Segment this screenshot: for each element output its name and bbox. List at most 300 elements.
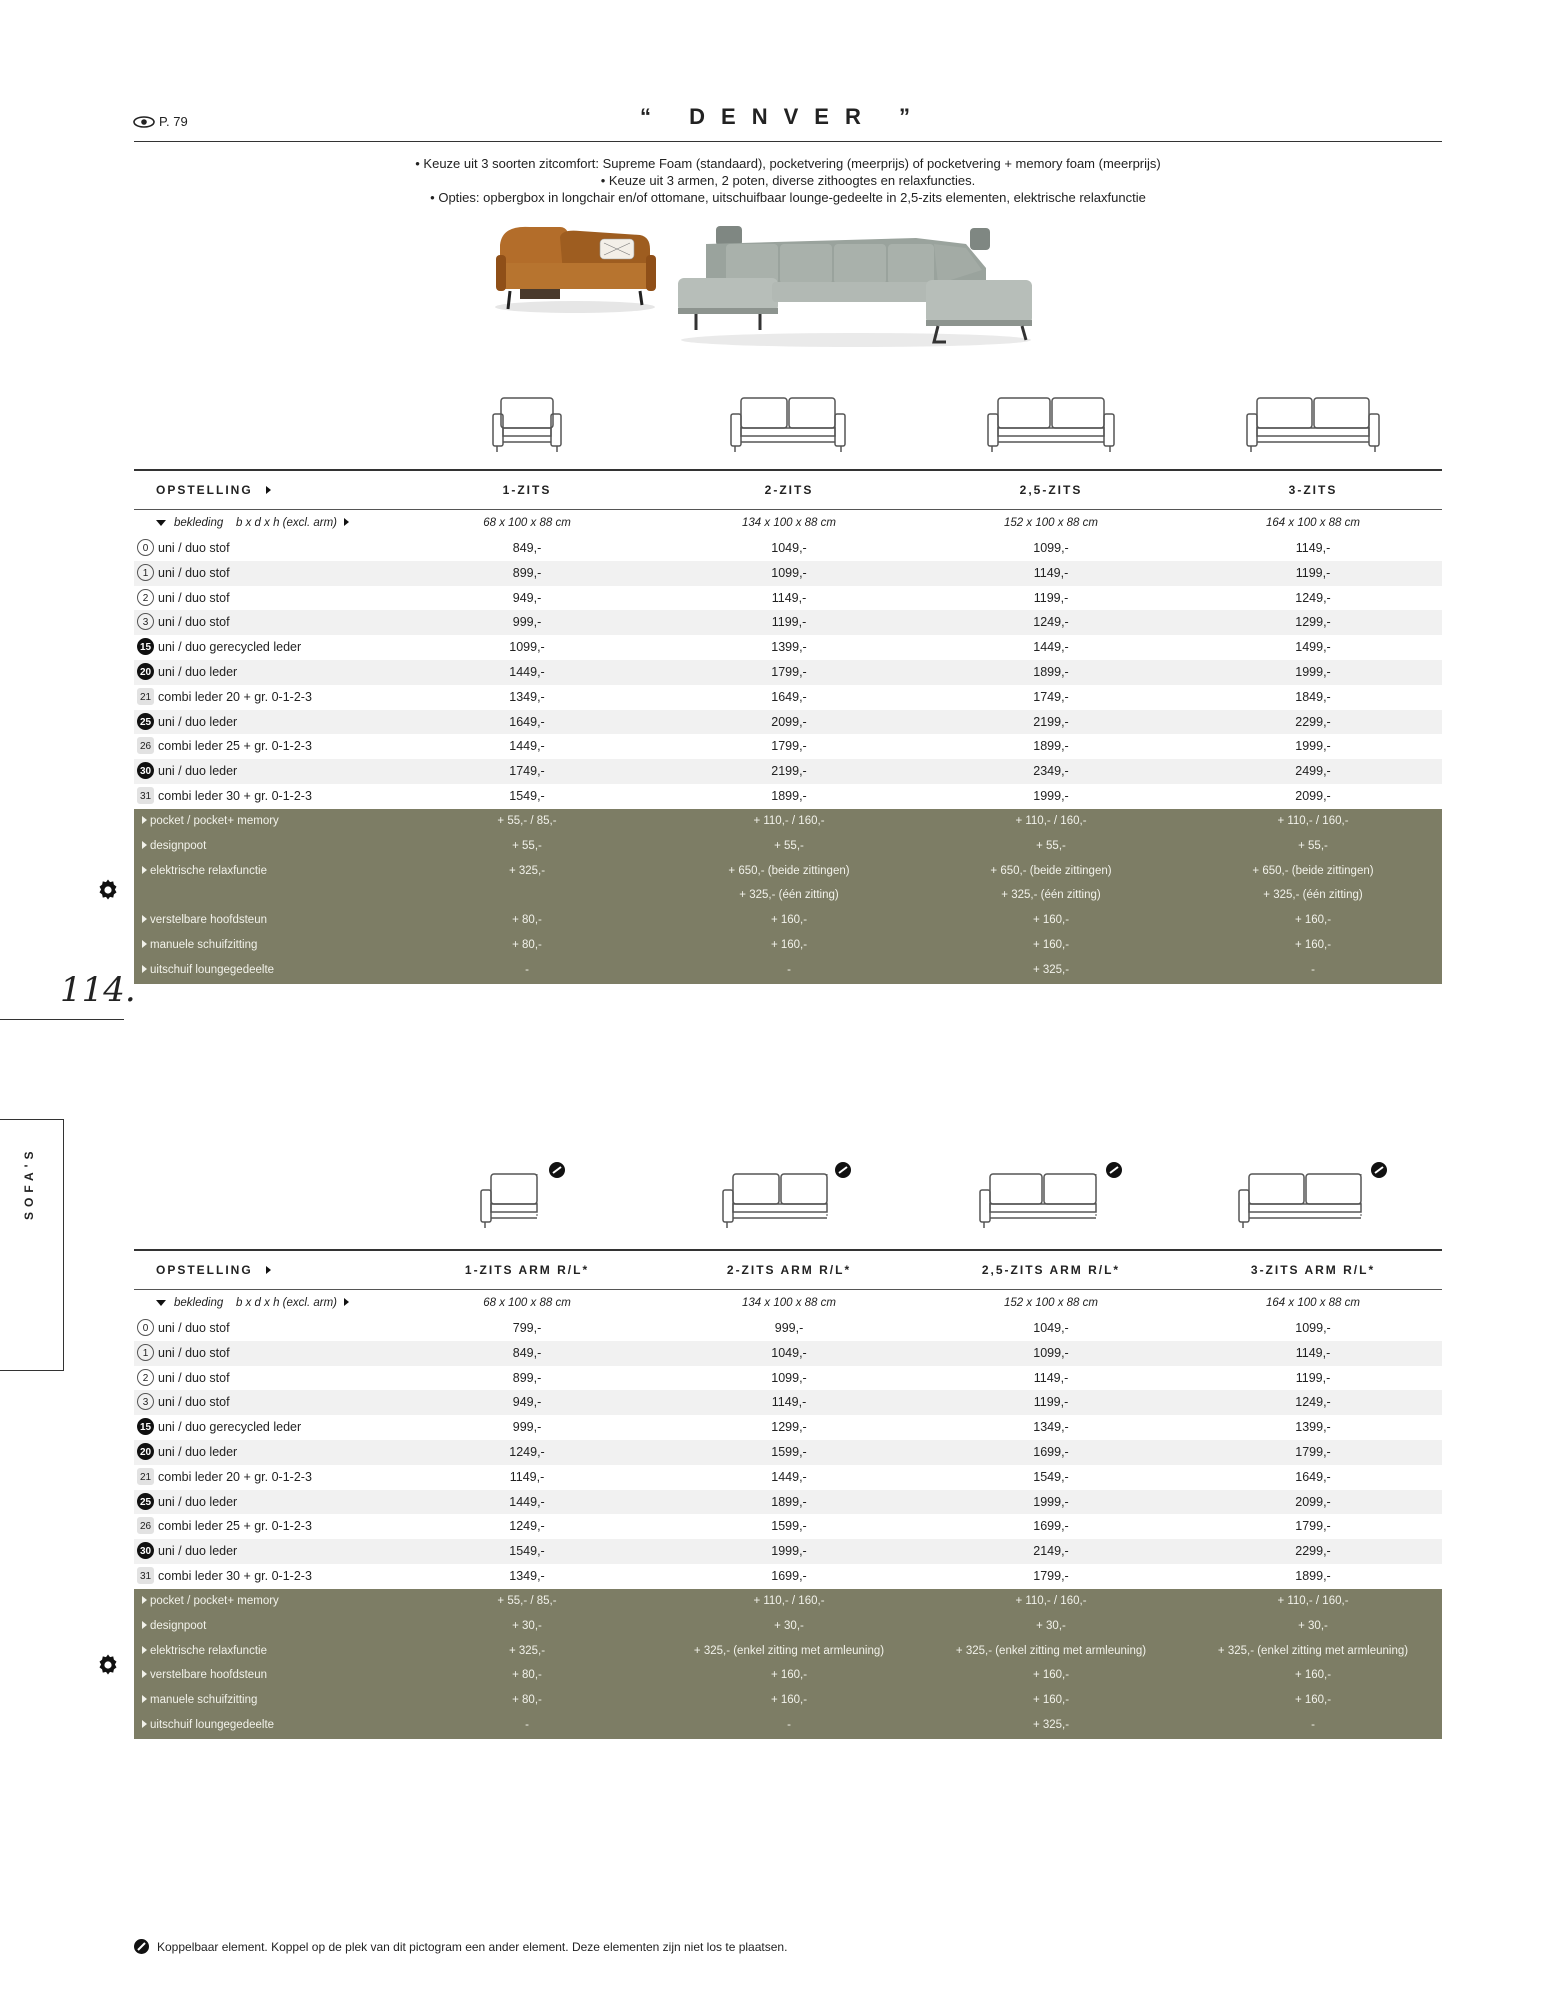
option-price-cell: + 110,- / 160,- (1015, 1595, 1087, 1607)
sofa-arm-outline-icon (1182, 1160, 1444, 1230)
table-row (134, 1564, 1442, 1589)
product-photo-relax-sofa (490, 215, 660, 315)
price-cell: 1999,- (771, 1544, 807, 1559)
table-row (134, 586, 1442, 611)
material-group-badge: 31 (137, 1567, 154, 1584)
material-label: uni / duo stof (158, 565, 230, 580)
material-label: uni / duo stof (158, 541, 230, 555)
price-cell: 2299,- (1295, 714, 1331, 729)
table-row (134, 561, 1442, 586)
dimensions-row (134, 1291, 1442, 1316)
dimension-value: 68 x 100 x 88 cm (483, 1297, 571, 1309)
caret-right-icon (142, 1695, 147, 1703)
material-label: uni / duo stof (158, 1345, 230, 1360)
option-price-cell: + 160,- (1294, 1669, 1332, 1682)
price-cell: 1699,- (1033, 1519, 1069, 1534)
price-cell: 2199,- (1033, 714, 1069, 729)
options-band (134, 1589, 1442, 1739)
material-group-badge: 21 (137, 688, 154, 705)
option-price-cell: + 325,- (enkel zitting met armleuning) (955, 1644, 1147, 1657)
price-cell: 2199,- (771, 764, 807, 779)
table-row (134, 710, 1442, 735)
option-label: manuele schuifzitting (142, 939, 257, 951)
dimension-value: 68 x 100 x 88 cm (483, 517, 571, 529)
price-cell: 1649,- (1295, 1469, 1331, 1484)
material-label: combi leder 20 + gr. 0-1-2-3 (158, 1469, 312, 1484)
price-cell: 1899,- (1033, 665, 1069, 679)
option-price-cell: - (525, 1719, 529, 1731)
option-price-cell: + 110,- / 160,- (753, 815, 825, 827)
price-cell: 1999,- (1033, 789, 1069, 803)
option-price-cell: + 80,- (512, 1694, 542, 1707)
material-group-badge: 30 (137, 1542, 154, 1559)
price-cell: 799,- (512, 1321, 542, 1335)
gear-icon (96, 878, 120, 902)
material-group-badge: 26 (137, 737, 154, 754)
footnote (134, 1939, 787, 1954)
table-row (134, 685, 1442, 710)
price-cell: 1799,- (1295, 1445, 1331, 1459)
table-row (134, 635, 1442, 660)
sofa-outline-icon (1182, 390, 1444, 454)
sofa-outline-icon (658, 390, 920, 454)
table-row (134, 536, 1442, 561)
price-cell: 1399,- (1295, 1420, 1331, 1435)
column-header: 3-ZITS (1288, 483, 1338, 497)
dimension-value: 134 x 100 x 88 cm (742, 1297, 836, 1309)
option-price-cell: + 160,- (770, 939, 808, 951)
option-price-cell: + 55,- / 85,- (497, 815, 557, 827)
option-price-cell: + 160,- (1032, 1694, 1070, 1707)
product-photo-corner-sofa (676, 218, 1038, 348)
bullet-item: • Opties: opbergbox in longchair en/of ottomane, uitschuifbaar lounge-gedeelte in 2,5-zits elementen, elektrische relaxfunctie (430, 190, 1146, 205)
price-cell: 949,- (512, 1395, 542, 1410)
option-price-cell: - (1311, 963, 1315, 976)
option-price-cell: + 325,- (enkel zitting met armleuning) (693, 1644, 885, 1657)
column-header: 2-ZITS ARM R/L* (726, 1263, 852, 1277)
price-cell: 1449,- (771, 1469, 807, 1484)
option-row (134, 809, 1442, 834)
option-row (134, 933, 1442, 958)
table-row (134, 784, 1442, 809)
price-cell: 1799,- (1295, 1519, 1331, 1534)
price-cell: 1599,- (771, 1445, 807, 1459)
option-price-cell: + 110,- / 160,- (1015, 815, 1087, 827)
option-price-cell: + 110,- / 160,- (753, 1595, 825, 1607)
material-label: uni / duo leder (158, 1544, 238, 1559)
price-cell: 1649,- (771, 689, 807, 704)
material-label: combi leder 30 + gr. 0-1-2-3 (158, 789, 312, 803)
option-price-cell: + 55,- (774, 839, 804, 852)
price-cell: 1149,- (1033, 565, 1069, 580)
option-price-cell: + 160,- (1294, 1694, 1332, 1707)
dimension-value: 164 x 100 x 88 cm (1266, 517, 1360, 529)
table-row (134, 610, 1442, 635)
table-row (134, 734, 1442, 759)
option-price-cell: + 80,- (512, 939, 542, 951)
price-cell: 1449,- (1033, 640, 1069, 655)
option-label: elektrische relaxfunctie (142, 865, 267, 877)
dimension-value: 164 x 100 x 88 cm (1266, 1297, 1360, 1309)
price-table-arm (134, 1160, 1442, 1740)
price-cell: 1099,- (771, 1370, 807, 1385)
option-price-cell: + 160,- (1294, 939, 1332, 951)
option-price-cell: + 160,- (770, 1669, 808, 1682)
bullet-item: • Keuze uit 3 soorten zitcomfort: Supreme Foam (standaard), pocketvering (meerprijs) of pocketvering + memory foam (meerprijs) (415, 156, 1161, 171)
price-cell: 999,- (774, 1321, 804, 1335)
option-label: elektrische relaxfunctie (142, 1645, 267, 1657)
material-group-badge: 2 (137, 589, 154, 606)
material-label: uni / duo stof (158, 615, 230, 630)
material-group-badge: 2 (137, 1369, 154, 1386)
material-label: uni / duo gerecycled leder (158, 640, 302, 655)
option-label: pocket / pocket+ memory (142, 815, 279, 827)
option-row (134, 859, 1442, 884)
material-label: uni / duo stof (158, 1395, 230, 1410)
price-cell: 1349,- (509, 689, 545, 704)
option-row (134, 1589, 1442, 1614)
material-label: uni / duo gerecycled leder (158, 1420, 302, 1435)
material-label: combi leder 25 + gr. 0-1-2-3 (158, 739, 312, 754)
price-cell: 1699,- (771, 1569, 807, 1583)
column-header: 2,5-ZITS ARM R/L* (981, 1263, 1121, 1277)
price-cell: 2299,- (1295, 1544, 1331, 1559)
option-label: manuele schuifzitting (142, 1694, 257, 1706)
option-price-cell: - (525, 963, 529, 976)
option-price-cell: + 55,- (1298, 839, 1328, 852)
column-header: 3-ZITS ARM R/L* (1250, 1263, 1376, 1277)
price-cell: 1799,- (771, 739, 807, 754)
option-label: pocket / pocket+ memory (142, 1595, 279, 1607)
feature-bullets (134, 155, 1442, 206)
price-cell: 1549,- (1033, 1469, 1069, 1484)
sofa-icons-row (134, 1160, 1442, 1230)
option-row (134, 908, 1442, 933)
material-group-badge: 1 (137, 1344, 154, 1361)
material-label: uni / duo leder (158, 1445, 238, 1459)
price-cell: 1249,- (509, 1519, 545, 1534)
caret-right-icon (142, 1720, 147, 1728)
price-cell: 2349,- (1033, 764, 1069, 779)
footnote-text: Koppelbaar element. Koppel op de plek van dit pictogram een ander element. Deze elementen zijn niet los te plaatsen. (157, 1939, 788, 1954)
price-cell: 1199,- (1033, 590, 1069, 605)
option-price-cell: + 110,- / 160,- (1277, 815, 1349, 827)
sofa-arm-outline-icon (658, 1160, 920, 1230)
caret-right-icon (142, 1670, 147, 1678)
table-row (134, 759, 1442, 784)
price-cell: 849,- (512, 1345, 542, 1360)
material-group-badge: 0 (137, 1319, 154, 1336)
table-row (134, 1390, 1442, 1415)
option-price-cell: + 55,- (1036, 839, 1066, 852)
option-price-cell: + 650,- (beide zittingen) (728, 864, 850, 877)
option-label: designpoot (142, 840, 206, 852)
header-rule (134, 1289, 1442, 1290)
material-label: uni / duo stof (158, 1321, 230, 1335)
table-row (134, 1539, 1442, 1564)
material-label: uni / duo stof (158, 590, 230, 605)
table-header (134, 1252, 1442, 1288)
price-cell: 949,- (512, 590, 542, 605)
material-group-badge: 15 (137, 1418, 154, 1435)
option-price-cell: + 30,- (1298, 1619, 1328, 1632)
price-cell: 1299,- (771, 1420, 807, 1435)
dim-sublabel: b x d x h (excl. arm) (236, 1297, 337, 1309)
caret-right-icon (142, 1596, 147, 1604)
price-cell: 1149,- (1033, 1370, 1069, 1385)
price-cell: 1699,- (1033, 1445, 1069, 1459)
price-cell: 899,- (512, 1370, 542, 1385)
option-price-cell: + 325,- (enkel zitting met armleuning) (1217, 1644, 1409, 1657)
option-price-cell: + 30,- (774, 1619, 804, 1632)
dimension-value: 134 x 100 x 88 cm (742, 517, 836, 529)
dim-label: bekleding (174, 1297, 224, 1309)
price-cell: 2099,- (1295, 1494, 1331, 1509)
price-cell: 1449,- (509, 665, 545, 679)
price-cell: 1199,- (771, 615, 807, 630)
price-cell: 1149,- (1295, 1345, 1331, 1360)
sofa-arm-outline-icon (396, 1160, 658, 1230)
page-reference-label: P. 79 (159, 114, 188, 129)
price-cell: 2149,- (1033, 1544, 1069, 1559)
bullet-item: • Keuze uit 3 armen, 2 poten, diverse zithoogtes en relaxfuncties. (600, 173, 976, 188)
price-cell: 1049,- (1033, 1321, 1069, 1335)
gear-icon (96, 1653, 120, 1677)
price-cell: 1249,- (1295, 1395, 1331, 1410)
option-price-cell: - (787, 1719, 791, 1731)
table-row (134, 1415, 1442, 1440)
price-cell: 1249,- (1033, 615, 1069, 630)
column-header: 2,5-ZITS (1019, 483, 1083, 497)
table-row (134, 660, 1442, 685)
material-group-badge: 15 (137, 638, 154, 655)
option-price-cell: + 80,- (512, 914, 542, 927)
material-group-badge: 26 (137, 1517, 154, 1534)
option-price-cell: + 650,- (beide zittingen) (990, 864, 1112, 877)
price-cell: 1799,- (771, 665, 807, 679)
price-cell: 1149,- (509, 1469, 545, 1484)
price-cell: 1749,- (509, 764, 545, 779)
price-cell: 1799,- (1033, 1569, 1069, 1583)
caret-right-icon (142, 965, 147, 973)
option-row (134, 1639, 1442, 1664)
option-price-cell: + 325,- (1032, 963, 1070, 976)
price-cell: 999,- (512, 1420, 542, 1435)
price-cell: 1599,- (771, 1519, 807, 1534)
sofa-icons-row (134, 390, 1442, 460)
price-cell: 1449,- (509, 739, 545, 754)
price-cell: 1499,- (1295, 640, 1331, 655)
caret-right-icon (142, 1646, 147, 1654)
price-cell: 899,- (512, 565, 542, 580)
option-row (134, 1713, 1442, 1738)
column-header: 1-ZITS ARM R/L* (464, 1263, 590, 1277)
material-group-badge: 1 (137, 564, 154, 581)
option-price-cell: + 650,- (beide zittingen) (1252, 864, 1374, 877)
caret-down-icon (156, 520, 166, 526)
price-cell: 1049,- (771, 1345, 807, 1360)
sofa-outline-icon (396, 390, 658, 454)
table-top-rule (134, 469, 1442, 471)
option-label: uitschuif loungegedeelte (142, 1719, 274, 1731)
option-price-cell: + 160,- (1032, 1669, 1070, 1682)
option-price-cell: + 55,- / 85,- (497, 1595, 557, 1607)
price-cell: 1099,- (771, 565, 807, 580)
option-price-cell: + 325,- (1032, 1719, 1070, 1731)
header-opstelling: OPSTELLING (156, 1263, 274, 1277)
material-group-badge: 30 (137, 762, 154, 779)
price-cell: 1049,- (771, 541, 807, 555)
price-cell: 1099,- (1295, 1321, 1331, 1335)
option-row (134, 1663, 1442, 1688)
table-top-rule (134, 1249, 1442, 1251)
option-price-cell: + 325,- (één zitting) (1001, 889, 1101, 902)
option-price-cell: + 110,- / 160,- (1277, 1595, 1349, 1607)
option-price-cell: + 160,- (770, 1694, 808, 1707)
material-group-badge: 25 (137, 713, 154, 730)
material-label: combi leder 20 + gr. 0-1-2-3 (158, 689, 312, 704)
header-opstelling: OPSTELLING (156, 483, 274, 497)
option-price-cell: + 325,- (één zitting) (739, 889, 839, 902)
price-cell: 1099,- (1033, 1345, 1069, 1360)
price-cell: 1149,- (771, 590, 807, 605)
option-label: uitschuif loungegedeelte (142, 964, 274, 976)
price-cell: 1149,- (771, 1395, 807, 1410)
price-cell: 1199,- (1295, 1370, 1331, 1385)
price-cell: 1149,- (1295, 541, 1331, 555)
material-label: combi leder 25 + gr. 0-1-2-3 (158, 1519, 312, 1534)
price-cell: 1199,- (1295, 565, 1331, 580)
price-cell: 1199,- (1033, 1395, 1069, 1410)
option-price-cell: - (1311, 1719, 1315, 1731)
price-cell: 1999,- (1295, 665, 1331, 679)
price-cell: 1899,- (771, 789, 807, 803)
page-number: 114. (60, 970, 136, 1010)
dimension-value: 152 x 100 x 88 cm (1004, 517, 1098, 529)
material-group-badge: 21 (137, 1468, 154, 1485)
options-band (134, 809, 1442, 984)
material-label: uni / duo leder (158, 714, 238, 729)
price-cell: 1249,- (1295, 590, 1331, 605)
caret-right-icon (142, 1621, 147, 1629)
caret-right-icon (142, 915, 147, 923)
table-row (134, 1440, 1442, 1465)
price-cell: 1099,- (1033, 541, 1069, 555)
price-cell: 1899,- (1295, 1569, 1331, 1583)
column-header: 1-ZITS (502, 483, 552, 497)
option-row (134, 1688, 1442, 1713)
option-price-cell: + 160,- (1032, 939, 1070, 951)
price-cell: 1849,- (1295, 689, 1331, 704)
price-table-standard (134, 380, 1442, 980)
material-label: uni / duo stof (158, 1370, 230, 1385)
table-row (134, 1341, 1442, 1366)
material-group-badge: 3 (137, 1393, 154, 1410)
header-rule (134, 509, 1442, 510)
option-price-cell: + 160,- (1294, 914, 1332, 927)
material-group-badge: 20 (137, 663, 154, 680)
price-cell: 1649,- (509, 714, 545, 729)
price-cell: 1349,- (1033, 1420, 1069, 1435)
option-label: designpoot (142, 1620, 206, 1632)
price-cell: 1249,- (509, 1445, 545, 1459)
option-row (134, 1614, 1442, 1639)
option-price-cell: + 160,- (1032, 914, 1070, 927)
price-cell: 2099,- (771, 714, 807, 729)
material-group-badge: 3 (137, 613, 154, 630)
caret-right-icon (142, 866, 147, 874)
price-cell: 1749,- (1033, 689, 1069, 704)
caret-right-icon (142, 816, 147, 824)
table-row (134, 1316, 1442, 1341)
option-price-cell: + 325,- (508, 864, 546, 877)
section-tab-label: SOFA'S (22, 1146, 36, 1220)
price-cell: 2499,- (1295, 764, 1331, 779)
material-label: uni / duo leder (158, 764, 238, 779)
price-cell: 999,- (512, 615, 542, 630)
table-row (134, 1490, 1442, 1515)
price-cell: 1449,- (509, 1494, 545, 1509)
option-label: verstelbare hoofdsteun (142, 1669, 267, 1681)
table-row (134, 1514, 1442, 1539)
price-cell: 1299,- (1295, 615, 1331, 630)
option-price-cell: + 325,- (één zitting) (1263, 889, 1363, 902)
option-row (134, 834, 1442, 859)
column-header: 2-ZITS (764, 483, 814, 497)
price-cell: 1099,- (509, 640, 545, 655)
table-row (134, 1366, 1442, 1391)
material-group-badge: 0 (137, 539, 154, 556)
price-cell: 1999,- (1033, 1494, 1069, 1509)
caret-right-icon (142, 940, 147, 948)
option-price-cell: - (787, 963, 791, 976)
material-label: combi leder 30 + gr. 0-1-2-3 (158, 1569, 312, 1583)
price-cell: 2099,- (1295, 789, 1331, 803)
option-price-cell: + 80,- (512, 1669, 542, 1682)
option-row (134, 958, 1442, 983)
sofa-arm-outline-icon (920, 1160, 1182, 1230)
price-cell: 1899,- (1033, 739, 1069, 754)
material-group-badge: 20 (137, 1443, 154, 1460)
option-label: verstelbare hoofdsteun (142, 914, 267, 926)
table-header (134, 472, 1442, 508)
page-number-rule (0, 1019, 124, 1020)
material-label: uni / duo leder (158, 665, 238, 679)
page-title: “ DENVER ” (640, 104, 926, 129)
material-group-badge: 31 (137, 787, 154, 804)
option-price-cell: + 30,- (512, 1619, 542, 1632)
price-cell: 1549,- (509, 1544, 545, 1559)
dim-sublabel: b x d x h (excl. arm) (236, 517, 337, 529)
price-cell: 1349,- (509, 1569, 545, 1583)
material-group-badge: 25 (137, 1493, 154, 1510)
table-row (134, 1465, 1442, 1490)
link-icon (134, 1939, 149, 1954)
material-label: uni / duo leder (158, 1494, 238, 1509)
price-cell: 1549,- (509, 789, 545, 803)
title-divider (134, 141, 1442, 142)
dim-label: bekleding (174, 517, 224, 529)
dimension-value: 152 x 100 x 88 cm (1004, 1297, 1098, 1309)
price-cell: 849,- (512, 541, 542, 555)
price-cell: 1999,- (1295, 739, 1331, 754)
dimensions-row (134, 511, 1442, 536)
sofa-outline-icon (920, 390, 1182, 454)
option-price-cell: + 30,- (1036, 1619, 1066, 1632)
caret-down-icon (156, 1300, 166, 1306)
option-price-cell: + 55,- (512, 839, 542, 852)
price-cell: 1399,- (771, 640, 807, 655)
